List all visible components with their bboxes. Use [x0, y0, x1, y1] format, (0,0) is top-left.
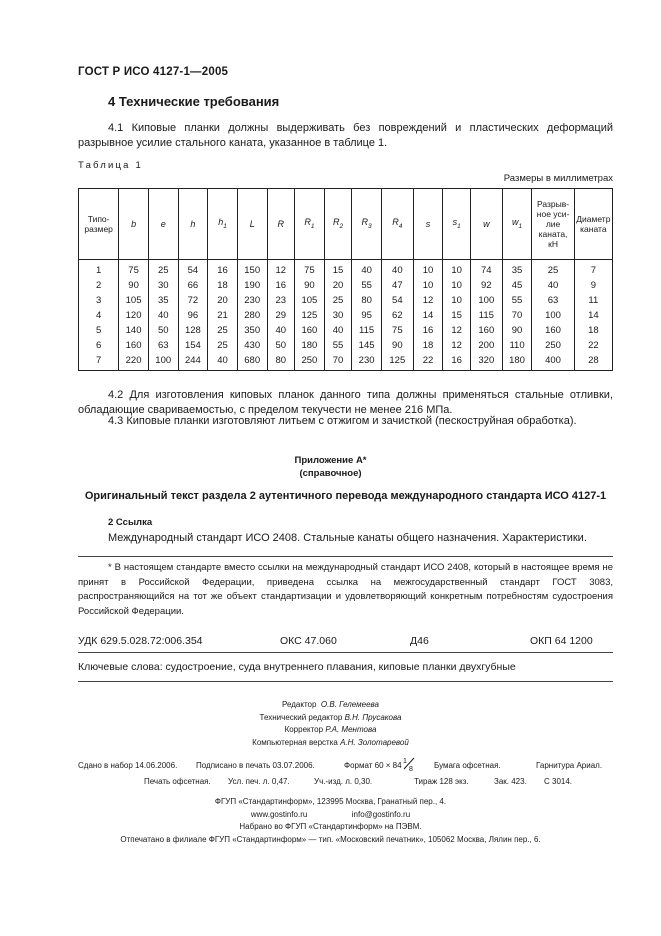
paragraph-4-3: 4.3 Киповые планки изготовляют литьем с отжигом и зачисткой (пескоструйная обработка).	[108, 415, 577, 427]
table-cell: 50	[148, 323, 178, 338]
table-cell: 28	[574, 353, 612, 371]
table-cell: 11	[574, 293, 612, 308]
table-cell: 25	[208, 338, 238, 353]
table-cell: 40	[148, 308, 178, 323]
table-cell: 90	[295, 278, 325, 293]
table-cell: 6	[79, 338, 119, 353]
table-cell: 47	[381, 278, 413, 293]
table-cell: 80	[267, 353, 295, 371]
table-row	[79, 293, 613, 308]
table-row	[79, 323, 613, 338]
table-cell: 40	[324, 323, 352, 338]
table-cell: 220	[119, 353, 149, 371]
footnote: * В настоящем стандарте вместо ссылки на международный стандарт ИСО 2408, который в настоящее время не принят в Российской Федерации, приведена ссылка на межгосударственный стандарт ГОСТ 3083, распространяющийся на тот же объект стандартизации и удовлетворяющий конкретным потребностям судостроения Российской Федерации.	[78, 562, 613, 617]
table-cell: 75	[119, 260, 149, 279]
credit-corrector: Корректор Р.А. Ментова	[284, 725, 377, 734]
table-cell: 160	[119, 338, 149, 353]
table-row	[79, 308, 613, 323]
credit-tech-editor: Технический редактор В.Н. Прусакова	[259, 712, 402, 722]
table-cell: 5	[79, 323, 119, 338]
table-cell: 280	[237, 308, 267, 323]
table-cell: 40	[532, 278, 574, 293]
table-cell: 125	[295, 308, 325, 323]
table-cell: 72	[178, 293, 208, 308]
table-cell: 25	[324, 293, 352, 308]
table-cell: 62	[381, 308, 413, 323]
table-cell: 40	[267, 323, 295, 338]
table-cell: 54	[381, 293, 413, 308]
table-header-cell: b	[119, 189, 149, 260]
keywords: Ключевые слова: судостроение, суда внутреннего плавания, киповые планки двухгубные	[78, 661, 516, 673]
table-cell: 18	[574, 323, 612, 338]
table-cell: 22	[574, 338, 612, 353]
divider	[78, 681, 613, 682]
table-cell: 128	[178, 323, 208, 338]
table-cell: 12	[443, 323, 471, 338]
reference-text: Международный стандарт ИСО 2408. Стальные канаты общего назначения. Характеристики.	[108, 532, 587, 544]
table-cell: 90	[381, 338, 413, 353]
table-cell: 18	[413, 338, 443, 353]
table-cell: 110	[502, 338, 532, 353]
table-cell: 100	[470, 293, 502, 308]
table-header-cell: s	[413, 189, 443, 260]
table-cell: 66	[178, 278, 208, 293]
table-cell: 9	[574, 278, 612, 293]
organization-block	[0, 796, 661, 846]
table-cell: 16	[443, 353, 471, 371]
org-line-2: www.gostinfo.ru info@gostinfo.ru	[250, 809, 411, 819]
org-line-4: Отпечатано в филиале ФГУП «Стандартинформ» — тип. «Московский печатник», 105062 Москва, Лялин пер., 6.	[120, 834, 541, 844]
table-header-cell: $R_2$	[324, 189, 352, 260]
table-cell: 50	[267, 338, 295, 353]
table-cell: 145	[352, 338, 382, 353]
table-cell: 160	[470, 323, 502, 338]
table-cell: 7	[79, 353, 119, 371]
table-cell: 90	[119, 278, 149, 293]
table-header-cell: $h_1$	[208, 189, 238, 260]
table-cell: 21	[208, 308, 238, 323]
paragraph-4-2: 4.2 Для изготовления киповых планок данного типа должны применяться стальные отливки, обладающие свариваемостью, с пределом текучести не менее 216 МПа.	[78, 389, 613, 416]
table-cell: 400	[532, 353, 574, 371]
publishing-row-2: Печать офсетная. Усл. печ. л. 0,47. Уч.-изд. л. 0,30. Тираж 128 экз. Зак. 423. С 3014.	[144, 777, 573, 786]
paragraph-4-1: 4.1 Киповые планки должны выдерживать без повреждений и пластических деформаций разрывное усилие стального каната, указанное в таблице 1.	[78, 122, 613, 149]
table-cell: 350	[237, 323, 267, 338]
table-cell: 35	[148, 293, 178, 308]
table-header-cell: w	[470, 189, 502, 260]
table-cell: 250	[295, 353, 325, 371]
table-cell: 125	[381, 353, 413, 371]
table-cell: 75	[381, 323, 413, 338]
format-value: Формат 60 × 84 1 8	[344, 758, 402, 774]
table-cell: 80	[352, 293, 382, 308]
table-cell: 680	[237, 353, 267, 371]
table-cell: 180	[295, 338, 325, 353]
table-cell: 55	[324, 338, 352, 353]
table-row	[79, 278, 613, 293]
table-cell: 55	[352, 278, 382, 293]
table-cell: 100	[148, 353, 178, 371]
fraction-glyph	[402, 758, 416, 770]
table-header-cell: L	[237, 189, 267, 260]
table-header-cell: R	[267, 189, 295, 260]
org-line-1: ФГУП «Стандартинформ», 123995 Москва, Гранатный пер., 4.	[214, 797, 447, 806]
table-cell: 115	[352, 323, 382, 338]
table-row	[79, 353, 613, 371]
table-cell: 250	[532, 338, 574, 353]
svg-text:1: 1	[402, 758, 407, 765]
table-cell: 150	[237, 260, 267, 279]
table-cell: 22	[413, 353, 443, 371]
credits-block	[0, 699, 661, 749]
table-cell: 12	[413, 293, 443, 308]
table-header-cell: $w_1$	[502, 189, 532, 260]
table-cell: 15	[324, 260, 352, 279]
table-cell: 30	[148, 278, 178, 293]
table-cell: 190	[237, 278, 267, 293]
table-cell: 2	[79, 278, 119, 293]
table-cell: 70	[502, 308, 532, 323]
table-cell: 10	[443, 260, 471, 279]
credit-layout: Компьютерная верстка А.Н. Золотаревой	[252, 737, 409, 747]
table-cell: 95	[352, 308, 382, 323]
okp-code: ОКП 64 1200	[530, 635, 593, 647]
table-cell: 115	[470, 308, 502, 323]
table-cell: 10	[443, 293, 471, 308]
section-title: 4 Технические требования	[108, 94, 280, 109]
table-cell: 55	[502, 293, 532, 308]
table-cell: 16	[208, 260, 238, 279]
table-cell: 15	[443, 308, 471, 323]
table-cell: 16	[267, 278, 295, 293]
table-cell: 160	[532, 323, 574, 338]
document-header: ГОСТ Р ИСО 4127-1—2005	[78, 66, 229, 78]
table-cell: 25	[208, 323, 238, 338]
table-cell: 120	[119, 308, 149, 323]
table-cell: 140	[119, 323, 149, 338]
table-row	[79, 260, 613, 279]
table-caption: Таблица 1	[78, 160, 143, 171]
svg-text:8: 8	[408, 766, 413, 772]
table-cell: 10	[413, 278, 443, 293]
table-cell: 40	[381, 260, 413, 279]
table-cell: 90	[502, 323, 532, 338]
table-cell: 18	[208, 278, 238, 293]
table-header-cell: $R_4$	[381, 189, 413, 260]
table-header-cell: Типо- размер	[79, 189, 119, 260]
table-cell: 160	[295, 323, 325, 338]
table-cell: 430	[237, 338, 267, 353]
table-header-cell: $R_1$	[295, 189, 325, 260]
table-cell: 63	[532, 293, 574, 308]
table-cell: 40	[208, 353, 238, 371]
appendix-subtitle: (справочное)	[299, 468, 362, 479]
publishing-info	[78, 758, 613, 790]
table-cell: 154	[178, 338, 208, 353]
table-cell: 105	[295, 293, 325, 308]
dimensions-table	[78, 188, 613, 371]
table-cell: 92	[470, 278, 502, 293]
table-cell: 20	[324, 278, 352, 293]
publishing-row-1: Сдано в набор 14.06.2006. Подписано в печать 03.07.2006. Формат 60 × 84 1 8 Бумага офсетная. Гарнитура Ариал.	[78, 758, 603, 772]
table-cell: 7	[574, 260, 612, 279]
table-cell: 29	[267, 308, 295, 323]
table-header-cell: h	[178, 189, 208, 260]
table-cell: 23	[267, 293, 295, 308]
appendix-heading: Оригинальный текст раздела 2 аутентичного перевода международного стандарта ИСО 4127-1	[84, 490, 607, 502]
table-cell: 54	[178, 260, 208, 279]
table-cell: 16	[413, 323, 443, 338]
table-cell: 1	[79, 260, 119, 279]
table-header-cell: Разрыв- ное уси- лие каната, кН	[532, 189, 574, 260]
table-cell: 12	[267, 260, 295, 279]
table-cell: 105	[119, 293, 149, 308]
table-cell: 74	[470, 260, 502, 279]
table-cell: 14	[413, 308, 443, 323]
table-header-cell: Диаметр каната	[574, 189, 612, 260]
table-cell: 320	[470, 353, 502, 371]
table-cell: 12	[443, 338, 471, 353]
d-code: Д46	[410, 635, 429, 647]
divider	[78, 556, 613, 557]
table-cell: 200	[470, 338, 502, 353]
table-cell: 10	[443, 278, 471, 293]
org-line-3: Набрано во ФГУП «Стандартинформ» на ПЭВМ.	[239, 822, 422, 831]
table-cell: 4	[79, 308, 119, 323]
table-cell: 70	[324, 353, 352, 371]
reference-heading: 2 Ссылка	[108, 517, 153, 528]
appendix-title	[0, 454, 661, 480]
table-cell: 244	[178, 353, 208, 371]
table-units: Размеры в миллиметрах	[503, 173, 613, 184]
table-header-cell: $s_1$	[443, 189, 471, 260]
table-row	[79, 338, 613, 353]
table-cell: 30	[324, 308, 352, 323]
table-cell: 75	[295, 260, 325, 279]
table-cell: 63	[148, 338, 178, 353]
udk-code: УДК 629.5.028.72:006.354	[78, 635, 203, 647]
appendix-label: Приложение А*	[294, 455, 367, 466]
credit-editor: Редактор О.В. Гелемеева	[281, 700, 379, 709]
table-cell: 20	[208, 293, 238, 308]
oks-code: ОКС 47.060	[280, 635, 337, 647]
table-cell: 180	[502, 353, 532, 371]
table-cell: 14	[574, 308, 612, 323]
table-cell: 45	[502, 278, 532, 293]
table-cell: 3	[79, 293, 119, 308]
table-cell: 25	[148, 260, 178, 279]
table-cell: 230	[237, 293, 267, 308]
table-cell: 35	[502, 260, 532, 279]
table-cell: 40	[352, 260, 382, 279]
table-cell: 100	[532, 308, 574, 323]
table-cell: 25	[532, 260, 574, 279]
table-cell: 10	[413, 260, 443, 279]
table-header-cell: $R_3$	[352, 189, 382, 260]
divider	[78, 652, 613, 653]
table-header-cell: e	[148, 189, 178, 260]
table-cell: 96	[178, 308, 208, 323]
table-cell: 230	[352, 353, 382, 371]
